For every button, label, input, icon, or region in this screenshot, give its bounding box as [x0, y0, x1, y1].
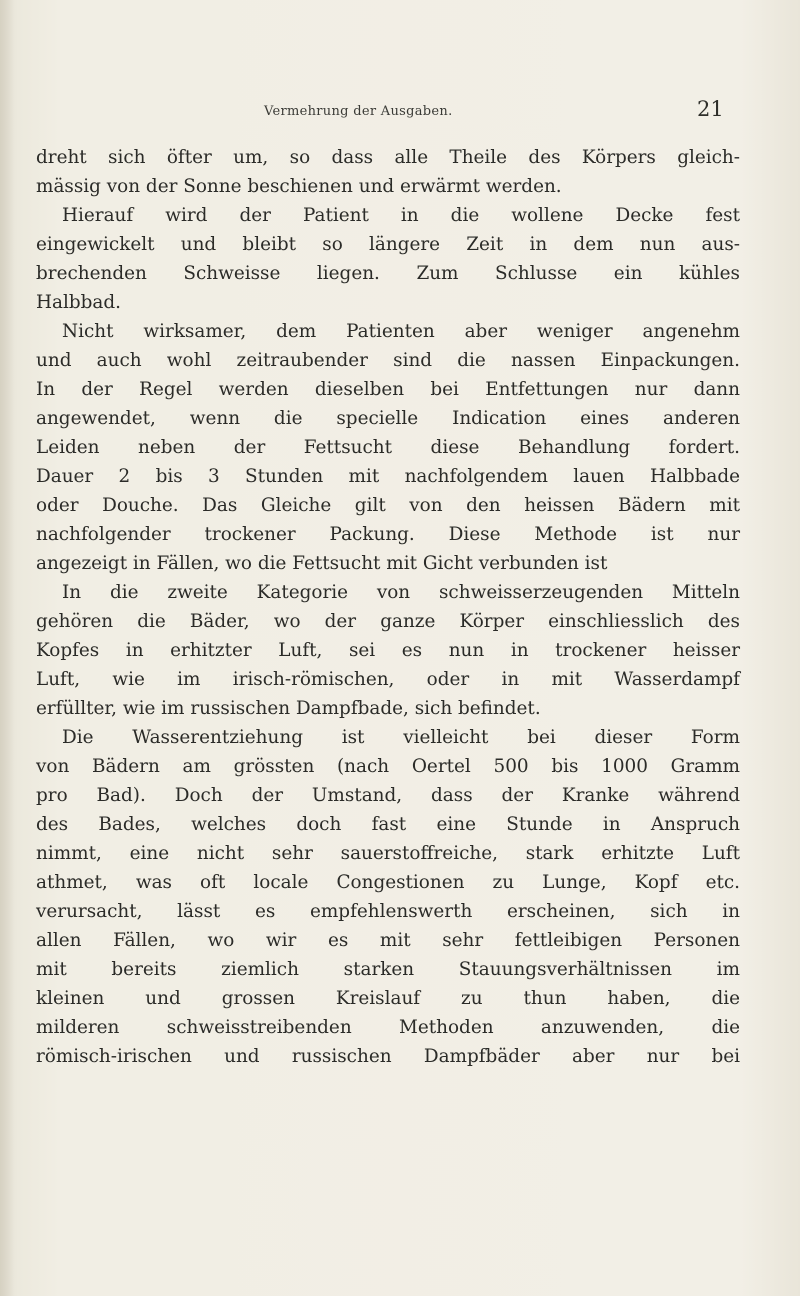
text-line: Dauer 2 bis 3 Stunden mit nachfolgendem lauen Halbbade [36, 466, 740, 487]
text-line: verursacht, lässt es empfehlenswerth erscheinen, sich in [36, 901, 740, 922]
text-line: Luft, wie im irisch-römischen, oder in mit Wasserdampf [36, 669, 740, 690]
text-line: angezeigt in Fällen, wo die Fettsucht mit Gicht verbunden ist [36, 553, 608, 574]
running-header [0, 92, 800, 132]
text-line: Die Wasserentziehung ist vielleicht bei dieser Form [62, 727, 740, 748]
text-line: kleinen und grossen Kreislauf zu thun haben, die [36, 988, 740, 1009]
text-line: angewendet, wenn die specielle Indication eines anderen [36, 408, 740, 429]
text-line: Leiden neben der Fettsucht diese Behandlung fordert. [36, 437, 740, 458]
text-line: römisch-irischen und russischen Dampfbäder aber nur bei [36, 1046, 740, 1067]
page-edge-shadow [0, 0, 14, 1296]
text-line: erfüllter, wie im russischen Dampfbade, sich befindet. [36, 698, 541, 719]
text-line: pro Bad). Doch der Umstand, dass der Kranke während [36, 785, 740, 806]
text-line: In die zweite Kategorie von schweisserzeugenden Mitteln [62, 582, 740, 603]
header-title: Vermehrung der Ausgaben. [264, 104, 453, 119]
text-line: nimmt, eine nicht sehr sauerstoffreiche, stark erhitzte Luft [36, 843, 740, 864]
text-line: und auch wohl zeitraubender sind die nassen Einpackungen. [36, 350, 740, 371]
text-line: nachfolgender trockener Packung. Diese Methode ist nur [36, 524, 740, 545]
text-line: milderen schweisstreibenden Methoden anzuwenden, die [36, 1017, 740, 1038]
text-line: In der Regel werden dieselben bei Entfettungen nur dann [36, 379, 740, 400]
text-line: Halbbad. [36, 292, 122, 313]
body-text [36, 143, 740, 1071]
text-line: oder Douche. Das Gleiche gilt von den heissen Bädern mit [36, 495, 740, 516]
text-line: von Bädern am grössten (nach Oertel 500 bis 1000 Gramm [36, 756, 740, 777]
text-line: gehören die Bäder, wo der ganze Körper einschliesslich des [36, 611, 740, 632]
page-number: 21 [697, 97, 724, 121]
text-line: eingewickelt und bleibt so längere Zeit in dem nun aus- [36, 234, 740, 255]
text-line: Nicht wirksamer, dem Patienten aber weniger angenehm [62, 321, 740, 342]
text-line: mässig von der Sonne beschienen und erwärmt werden. [36, 176, 562, 197]
text-line: mit bereits ziemlich starken Stauungsverhältnissen im [36, 959, 740, 980]
text-line: brechenden Schweisse liegen. Zum Schlusse ein kühles [36, 263, 740, 284]
text-line: allen Fällen, wo wir es mit sehr fettleibigen Personen [36, 930, 740, 951]
text-line: athmet, was oft locale Congestionen zu Lunge, Kopf etc. [36, 872, 740, 893]
text-line: Kopfes in erhitzter Luft, sei es nun in trockener heisser [36, 640, 740, 661]
text-line: Hierauf wird der Patient in die wollene Decke fest [62, 205, 740, 226]
text-line: dreht sich öfter um, so dass alle Theile des Körpers gleich- [36, 147, 740, 168]
text-line: des Bades, welches doch fast eine Stunde in Anspruch [36, 814, 740, 835]
